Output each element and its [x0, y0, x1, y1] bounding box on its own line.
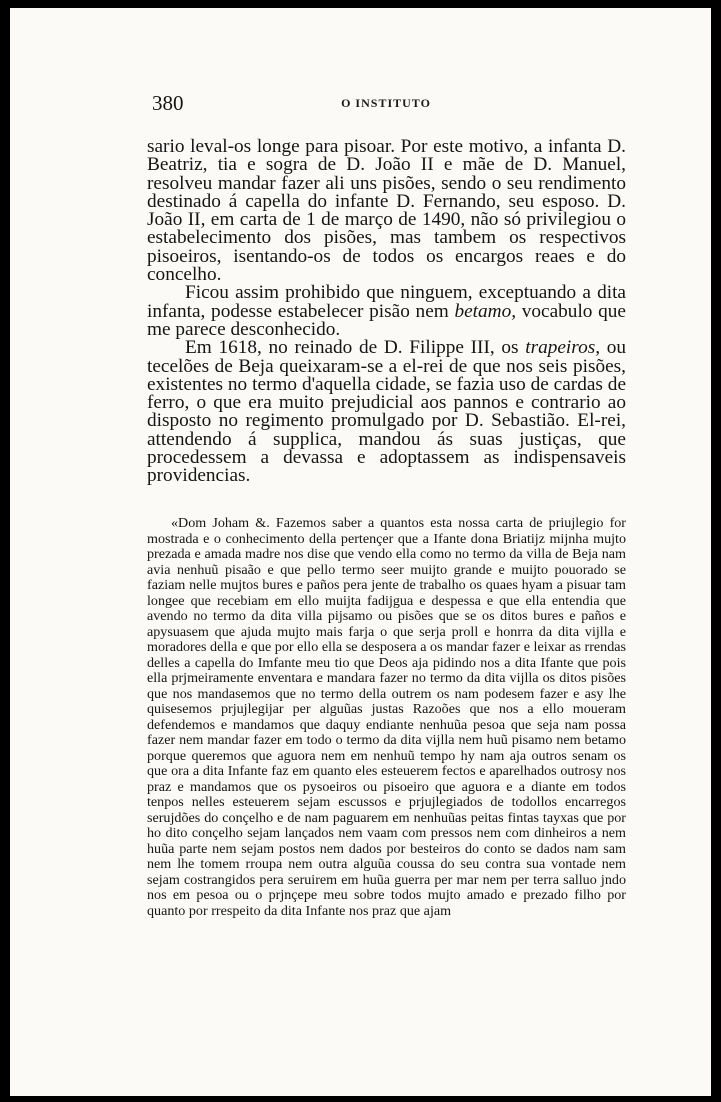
text-run: vocabulo que me parece desconhecido. — [147, 300, 626, 340]
emphasized-word: betamo, — [454, 300, 517, 322]
running-head: O INSTITUTO — [341, 96, 431, 110]
emphasized-word: trapeiros, — [525, 337, 601, 359]
book-page — [10, 8, 711, 1096]
paragraph — [147, 339, 626, 485]
text-run: ou tecelões de Beja queixaram-se a el-rei de que nos seis pisões, existentes no termo d'aquella cidade, se fazia uso de cardas de ferro, o que era muito prejudicial aos pannos e contrario ao disposto no regimento promulgado por D. Sebastião. El-rei, attendendo á supplica, mandou ás suas justiças, que procedessem a devassa e adoptassem as indispensaveis providencias. — [147, 337, 626, 487]
main-text — [147, 138, 626, 486]
page-header — [146, 91, 626, 115]
text-run: Em 1618, no reinado de D. Filippe III, os — [185, 337, 526, 359]
paragraph — [147, 284, 626, 339]
paragraph: sario leval-os longe para pisoar. Por este motivo, a infanta D. Beatriz, tia e sogra de D. João II e mãe de D. Manuel, resolveu mandar fazer ali uns pisões, sendo o seu rendimento destinado á capella do infante D. Fernando, seu esposo. D. João II, em carta de 1 de março de 1490, não só privilegiou o estabelecimento dos pisões, mas tambem os respectivos pisoeiros, isentando-os de todos os encargos reaes e do concelho. — [147, 136, 626, 286]
text-run: Ficou assim prohibido que ninguem, exceptuando a dita infanta, podesse estabelecer pisão nem — [147, 282, 626, 322]
page-number: 380 — [152, 91, 184, 115]
quoted-charter: «Dom Joham &. Fazemos saber a quantos esta nossa carta de priujlegio for mostrada e o conhecimento della pertençer que a Ifante dona Briatijz mijnha mujto prezada e amada madre nos dise que vendo ella como no termo da villa de Beja nam avia nenhuũ pisaão e que pello termo seer muijto grande e muijto pouorado se faziam nelle mujtos bures e paños pera jente de trabalho os quaes hyam a pisuar tam longee que recebiam em ello muijta fadijgua e despessa e que ella entendia que avendo no termo da dita villa pijsamo ou pisões que se os ditos bures e paños e apysuasem que ajuda mujto mais farja o que serja proll e honrra da dita vijlla e moradores della e que por ello ella se desposera a os mandar fazer e leixar as rrendas delles a capella do Imfante meu tio que Deos aja pidindo nos a dita Ifante que pois ella prjmeiramente enventara e mandara fazer no termo da dita vijlla os ditos pisões que nos mandasemos que no termo della outrem os nam podesem fazer e asy lhe quisesemos prjujlegijar per alguũas justas Razoões que nos a ello moueram defendemos e mandamos que daquy endiante nenhuũa pesoa que seja nam possa fazer nem mandar fazer em todo o termo da dita vijlla nem huũ pisamo nem betamo porque queremos que aguora nem em nenhuũ tempo hy nam aja outros senam os que ora a dita Infante faz em quanto eles esteuerem fectos e aparelhados outrosy nos praz e mandamos que os pysoeiros ou pisoeiro que aguora e a diante em todos tenpos nelles esteuerem sejam escussos e prjujlegiados de todollos encarregos serujdões do conçelho e de nam paguarem em nenhuũas peitas fintas tayxas que por ho dito conçelho sejam lançados nem vaam com pressos nem com dinheiros a nem huũa parte nem sejam postos nem dados por besteiros do conto se dados nam sam nem lhe tomem rroupa nem outra alguũa coussa do seu contra sua vontade nem sejam costrangidos pera seruirem em huũa guerra per mar nem per terra salluo jndo nos em pesoa ou o prjnçepe meu sobre todos mujto amado e prezado filho por quanto por rrespeito da dita Infante nos praz que ajam — [147, 515, 626, 919]
